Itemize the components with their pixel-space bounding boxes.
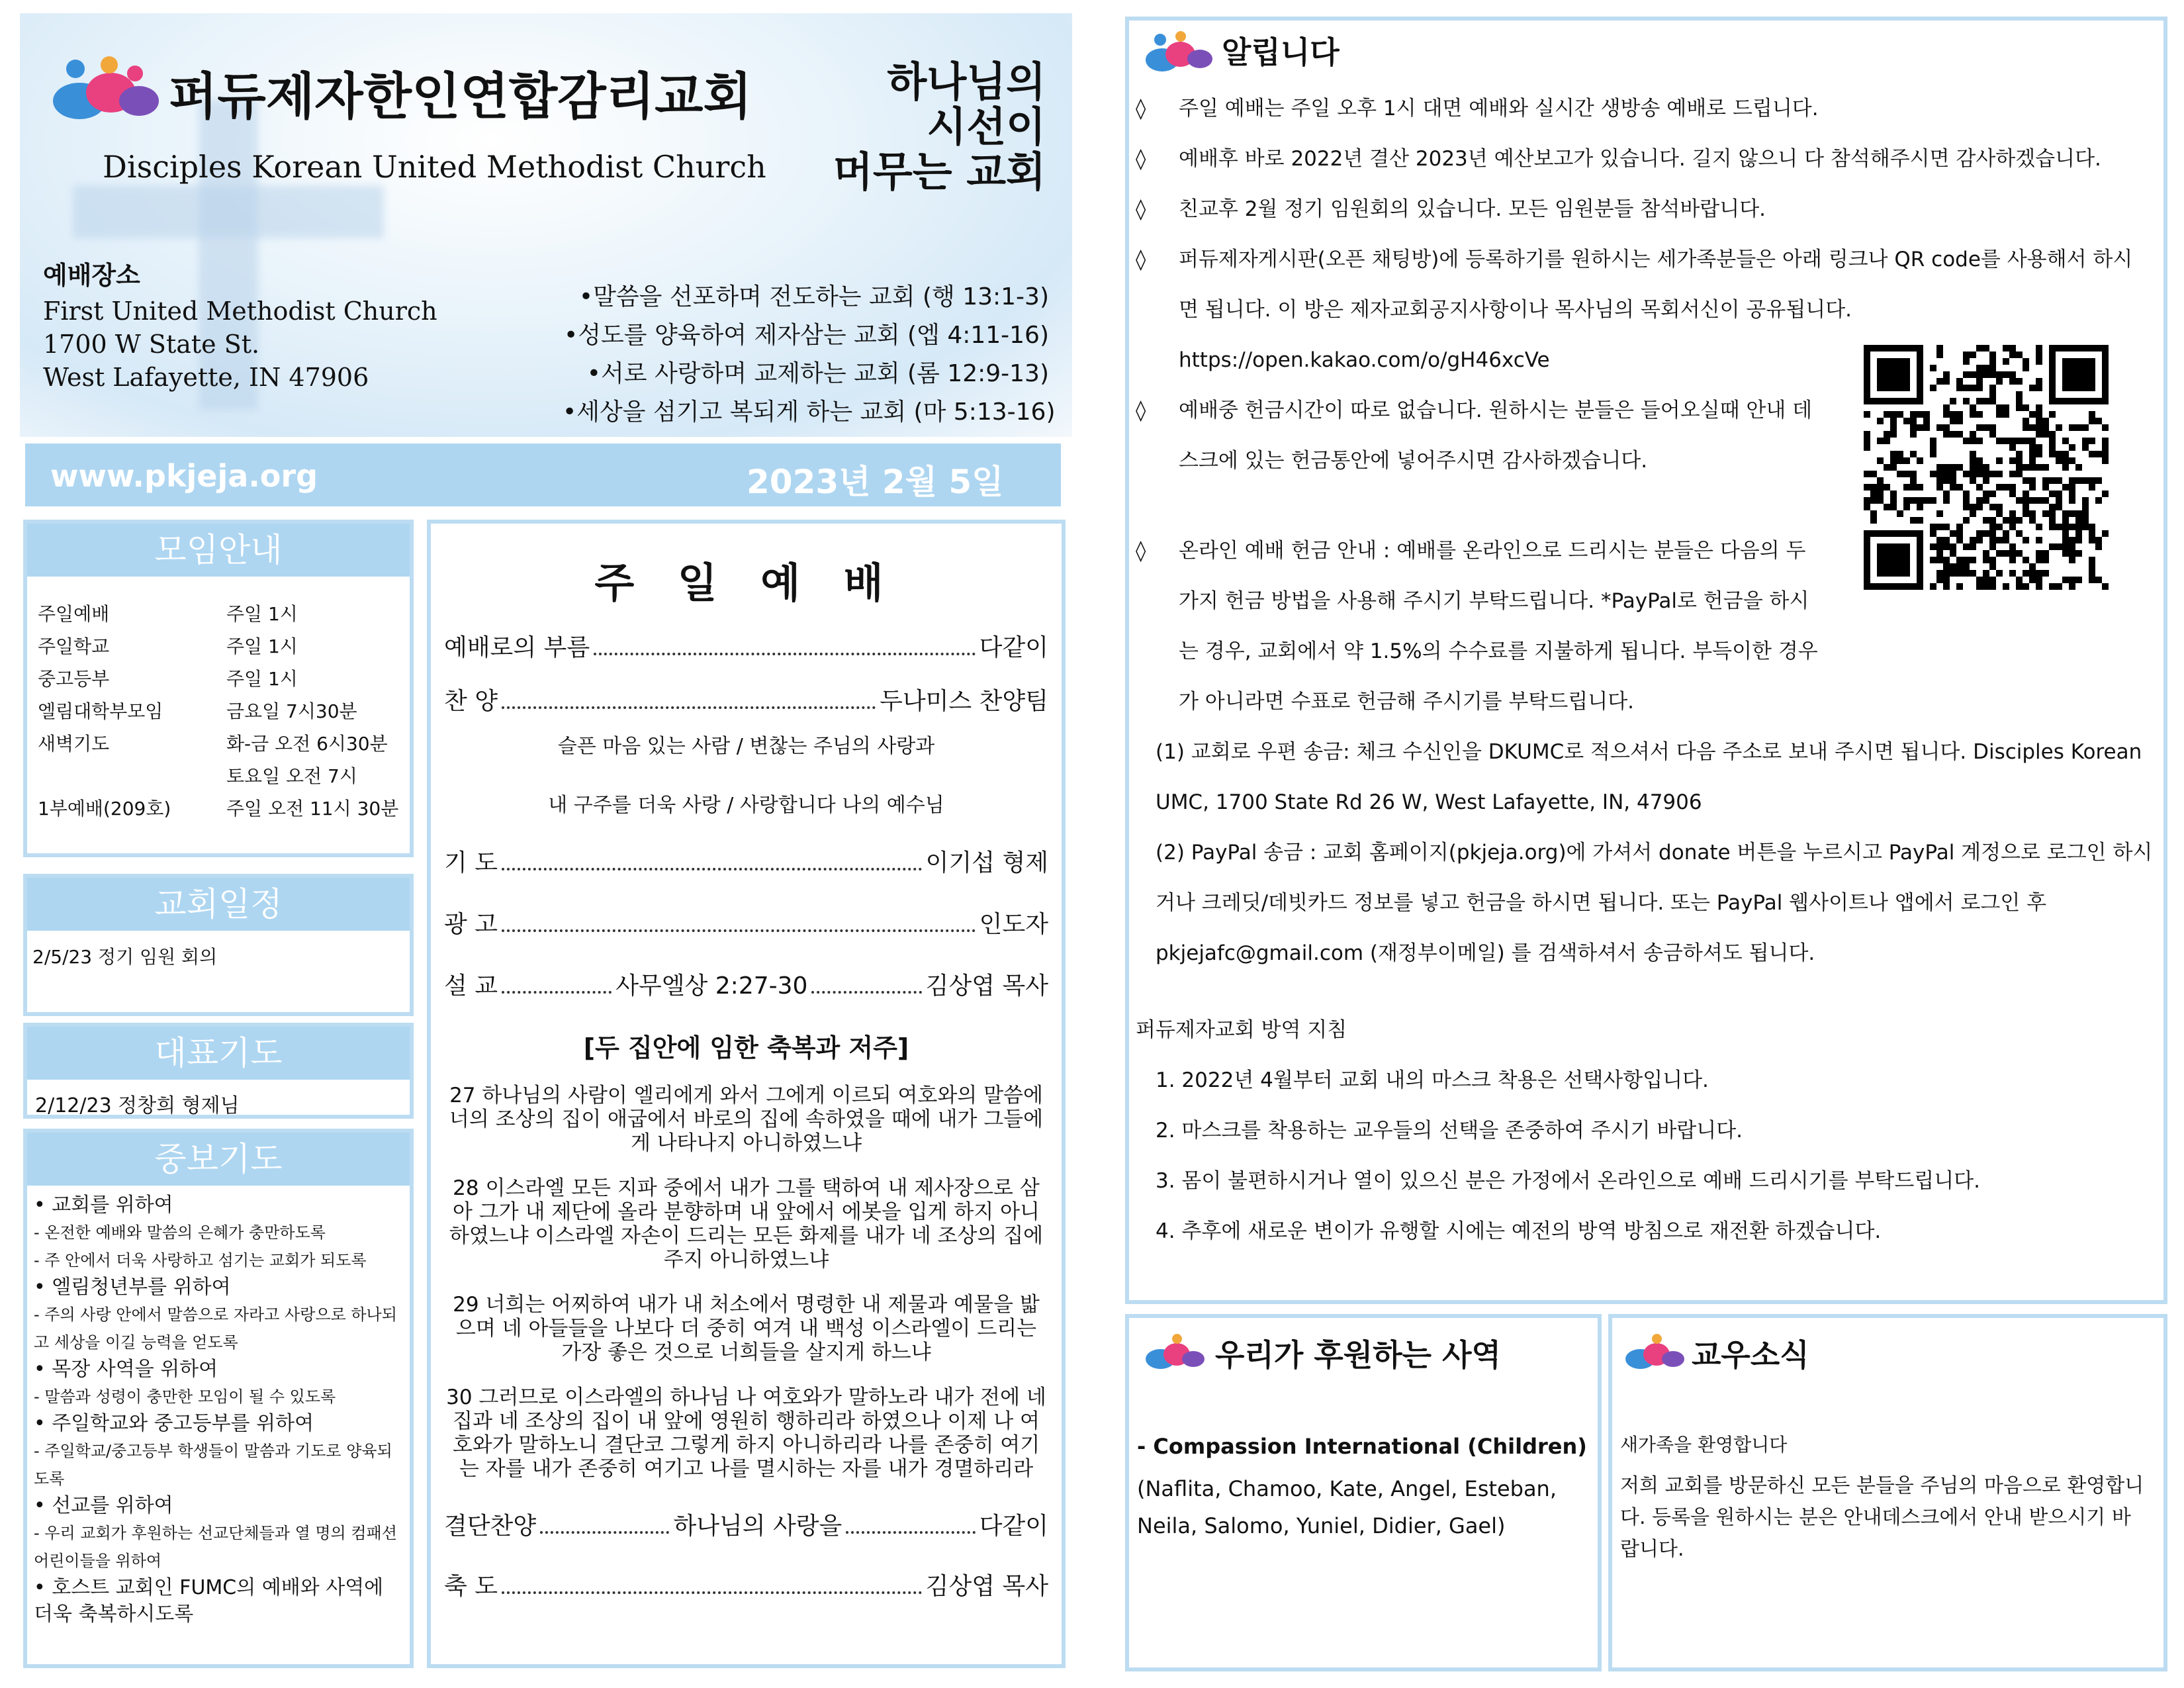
intercession-text: 주일학교와 중고등부를 위하여 xyxy=(52,1412,314,1435)
missions-box xyxy=(1125,1314,1602,1671)
bullet-icon: • xyxy=(34,1494,52,1517)
meeting-name: 새벽기도 xyxy=(38,732,110,755)
rep-prayer-item: 2/12/23 정창희 형제님 xyxy=(35,1094,240,1117)
meeting-time: 주일 1시 xyxy=(226,667,298,690)
meetings-box xyxy=(23,520,414,857)
intercession-text: 엘림청년부를 위하여 xyxy=(52,1276,231,1299)
kakao-link[interactable]: https://open.kakao.com/o/gH46xcVe xyxy=(1179,348,1550,372)
church-logo-icon xyxy=(1622,1333,1688,1372)
notice-text: 친교후 2월 정기 임원회의 있습니다. 모든 임원분들 참석바랍니다. xyxy=(1179,197,1766,221)
intercession-text: 목장 사역을 위하여 xyxy=(52,1358,218,1381)
order-label: 기 도 xyxy=(444,849,498,876)
meeting-row xyxy=(38,629,399,661)
notice-item: ◊ 온라인 예배 헌금 안내 : 예배를 온라인으로 드리시는 분들은 다음의 두 가지 헌금 방법을 사용해 주시기 부탁드립니다. *PayPal로 헌금을 하시는 경우, 교회에서 약 1.5%의 수수료를 지불하게 됩니다. 부득이한 경우가 아니라면 수표로 헌금해 주시기를 부탁드립니다. xyxy=(1136,526,2158,727)
meeting-time: 금요일 7시30분 xyxy=(226,700,357,722)
notice-item: ◊ 예배후 바로 2022년 결산 2023년 예산보고가 있습니다. 길지 않으니 다 참석해주시면 감사하겠습니다. xyxy=(1136,134,2158,184)
website-bar xyxy=(25,444,1061,506)
mission-item: •세상을 섬기고 복되게 하는 교회 (마 5:13-16) xyxy=(563,399,1056,426)
slogan-line: 하나님의 xyxy=(887,58,1046,106)
intercession-bullet xyxy=(34,1575,403,1628)
notice-item: ◊ 주일 예배는 주일 오후 1시 대면 예배와 실시간 생방송 예배로 드립니다. xyxy=(1136,83,2158,134)
meeting-row xyxy=(38,661,399,694)
meeting-name: 주일예배 xyxy=(38,602,110,625)
rep-prayer-title: 대표기도 xyxy=(27,1027,410,1080)
meeting-time: 주일 1시 xyxy=(226,602,298,625)
meeting-name: 주일학교 xyxy=(38,635,110,657)
notice-item: ◊ 예배중 헌금시간이 따로 없습니다. 원하시는 분들은 들어오실때 안내 데스크에 있는 헌금통안에 넣어주시면 감사하겠습니다. xyxy=(1136,385,2158,486)
notice-text: 온라인 예배 헌금 안내 : 예배를 온라인으로 드리시는 분들은 다음의 두 가지 헌금 방법을 사용해 주시기 부탁드립니다. *PayPal로 헌금을 하시는 경우, 교회에서 약 1.5%의 수수료를 지불하게 됩니다. 부득이한 경우가 아니라면 수표로 헌금해 주시기를 부탁드립니다. xyxy=(1179,539,1818,714)
order-announce xyxy=(444,906,1048,939)
worship-box xyxy=(427,520,1066,1668)
mission-item: •서로 사랑하며 교제하는 교회 (롬 12:9-13) xyxy=(586,360,1049,387)
missions-title: 우리가 후원하는 사역 xyxy=(1215,1337,1501,1373)
mission-item: •말씀을 선포하며 전도하는 교회 (행 13:1-3) xyxy=(578,283,1049,310)
meeting-row xyxy=(38,596,399,629)
scripture-verse: 28 이스라엘 모든 지파 중에서 내가 그를 택하여 내 제사장으로 삼아 그가 내 제단에 올라 분향하며 내 앞에서 에봇을 입게 하지 아니하였느냐 이스라엘 자손이 드리는 모든 화제를 내가 네 조상의 집에 주지 아니하였느냐 xyxy=(449,1176,1044,1272)
intercession-text: 교회를 위하여 xyxy=(52,1194,173,1217)
order-hymn xyxy=(444,682,1048,716)
notice-item: ◊ 퍼듀제자게시판(오픈 채팅방)에 등록하기를 원하시는 세가족분들은 아래 링크나 QR code를 사용해서 하시면 됩니다. 이 방은 제자교회공지사항이나 목사님의 목회서신이 공유됩니다. xyxy=(1136,234,2158,335)
notices-box xyxy=(1125,17,2167,1304)
intercession-sub: - 주의 사랑 안에서 말씀으로 자라고 사랑으로 하나되고 세상을 이길 능력을 얻도록 xyxy=(34,1305,397,1352)
church-logo-icon xyxy=(1142,1333,1208,1372)
order-leader: 다같이 xyxy=(979,634,1048,661)
mission-item: •성도를 양육하여 제자삼는 교회 (엡 4:11-16) xyxy=(563,322,1049,349)
church-logo-icon xyxy=(1142,28,1215,75)
order-leader: 김상엽 목사 xyxy=(925,1573,1048,1600)
meeting-row xyxy=(38,759,399,791)
order-label: 예배로의 부름 xyxy=(444,634,590,661)
quarantine-item: 1. 2022년 4월부터 교회 내의 마스크 착용은 선택사항입니다. xyxy=(1156,1068,1709,1092)
offering-method: (2) PayPal 송금 : 교회 홈페이지(pkjeja.org)에 가셔서 donate 버튼을 누르시고 PayPal 계정으로 로그인 하시거나 크레딧/데빗카드 정보를 넣고 헌금을 하시면 됩니다. 또는 PayPal 웹사이트나 앱에서 로그인 후 pkjejafc@gmail.com (재정부이메일) 를 검색하셔서 송금하셔도 됩니다. xyxy=(1156,841,2153,965)
scripture-verse: 30 그러므로 이스라엘의 하나님 나 여호와가 말하노라 내가 전에 네 집과 네 조상의 집이 내 앞에 영원히 행하리라 하였으나 이제 나 여호와가 말하노니 결단코 그렇게 하지 아니하리라 나를 존중히 여기는 자를 내가 존중히 여기고 나를 멸시하는 자를 내가 경멸하리라 xyxy=(446,1385,1046,1481)
meeting-time: 화-금 오전 6시30분 xyxy=(226,732,388,755)
notice-text: 예배중 헌금시간이 따로 없습니다. 원하시는 분들은 들어오실때 안내 데스크에 있는 헌금통안에 넣어주시면 감사하겠습니다. xyxy=(1179,399,1813,473)
notice-text: 주일 예배는 주일 오후 1시 대면 예배와 실시간 생방송 예배로 드립니다. xyxy=(1179,97,1819,120)
qr-code[interactable] xyxy=(1864,345,2109,590)
mission-list xyxy=(563,278,1056,432)
schedule-box xyxy=(23,874,414,1016)
schedule-item: 2/5/23 정기 임원 회의 xyxy=(32,946,218,968)
intercession-sub: - 말씀과 성령이 충만한 모임이 될 수 있도록 xyxy=(34,1387,336,1406)
members-box xyxy=(1608,1314,2167,1671)
order-call xyxy=(444,629,1048,663)
intercession-sub: - 주일학교/중고등부 학생들이 말씀과 기도로 양육되도록 xyxy=(34,1442,392,1488)
notices-title: 알립니다 xyxy=(1222,34,1340,70)
members-subtitle: 새가족을 환영합니다 xyxy=(1620,1434,1788,1456)
missions-heading: - Compassion International (Children) xyxy=(1137,1434,1587,1459)
notice-text: 퍼듀제자게시판(오픈 채팅방)에 등록하기를 원하시는 세가족분들은 아래 링크나 QR code를 사용해서 하시면 됩니다. 이 방은 제자교회공지사항이나 목사님의 목회서신이 공유됩니다. xyxy=(1179,248,2133,322)
meeting-row xyxy=(38,694,399,726)
bullet-icon: • xyxy=(34,1194,52,1217)
meeting-time: 주일 1시 xyxy=(226,635,298,657)
bullet-icon: • xyxy=(34,1358,52,1381)
address-line: First United Methodist Church xyxy=(43,297,437,326)
missions-names: (Naflita, Chamoo, Kate, Angel, Esteban, Neila, Salomo, Yuniel, Didier, Gael) xyxy=(1137,1476,1557,1538)
meeting-time: 토요일 오전 7시 xyxy=(226,765,357,787)
scripture-verse: 27 하나님의 사람이 엘리에게 와서 그에게 이르되 여호와의 말씀에 너의 조상의 집이 애굽에서 바로의 집에 속하였을 때에 내가 그들에게 나타나지 아니하였느냐 xyxy=(449,1084,1044,1155)
slogan-line: 시선이 xyxy=(927,103,1046,152)
order-leader: 두나미스 찬양팀 xyxy=(880,688,1048,715)
quarantine-item: 3. 몸이 불편하시거나 열이 있으신 분은 가정에서 온라인으로 예배 드리시기를 부탁드립니다. xyxy=(1156,1169,1980,1193)
intercession-bullet xyxy=(34,1192,403,1219)
meeting-name: 엘림대학부모임 xyxy=(38,700,163,722)
slogan xyxy=(814,60,1046,195)
order-leader: 김상엽 목사 xyxy=(925,972,1048,1000)
address-line: West Lafayette, IN 47906 xyxy=(43,363,369,392)
sermon-title: [두 집안에 임한 축복과 저주] xyxy=(583,1033,909,1062)
church-name-ko: 퍼듀제자한인연합감리교회 xyxy=(169,67,752,126)
bullet-icon: • xyxy=(34,1576,52,1599)
bullet-icon: • xyxy=(34,1276,52,1299)
closing-hymn-title: 하나님의 사랑을 xyxy=(673,1513,842,1540)
quarantine-item: 2. 마스크를 착용하는 교우들의 선택을 존중하여 주시기 바랍니다. xyxy=(1156,1119,1743,1143)
meeting-time: 주일 오전 11시 30분 xyxy=(226,797,399,820)
notices-list xyxy=(1136,83,2158,1256)
order-closing-hymn xyxy=(444,1507,1048,1541)
scripture-verse: 29 너희는 어찌하여 내가 내 처소에서 명령한 내 제물과 예물을 밟으며 네 아들들을 나보다 더 중히 여겨 내 백성 이스라엘이 드리는 가장 좋은 것으로 너희들을 살지게 하느냐 xyxy=(453,1293,1040,1364)
church-name-en: Disciples Korean United Methodist Church xyxy=(103,149,766,185)
bullet-icon: • xyxy=(34,1412,52,1435)
intercession-bullet xyxy=(34,1493,403,1519)
intercession-text: 선교를 위하여 xyxy=(52,1494,173,1517)
members-text: 저희 교회를 방문하신 모든 분들을 주님의 마음으로 환영합니다. 등록을 원하시는 분은 안내데스크에서 안내 받으시기 바랍니다. xyxy=(1620,1474,2144,1561)
address xyxy=(43,295,437,394)
intercession-sub: - 주 안에서 더욱 사랑하고 섬기는 교회가 되도록 xyxy=(34,1251,367,1270)
intercession-box xyxy=(23,1129,414,1668)
members-title: 교우소식 xyxy=(1692,1337,1809,1373)
song-line: 내 구주를 더욱 사랑 / 사랑합니다 나의 예수님 xyxy=(548,794,944,817)
slogan-line: 머무는 교회 xyxy=(833,148,1046,197)
worship-title: 주 일 예 배 xyxy=(594,559,898,607)
order-leader: 인도자 xyxy=(979,911,1048,938)
meeting-row xyxy=(38,726,399,759)
meeting-name: 중고등부 xyxy=(38,667,110,690)
intercession-sub: - 우리 교회가 후원하는 선교단체들과 열 명의 컴패션 어린이들을 위하여 xyxy=(34,1524,397,1570)
order-leader: 이기섭 형제 xyxy=(925,849,1048,876)
church-logo-icon xyxy=(46,56,159,122)
order-label: 설 교 xyxy=(444,972,498,1000)
order-sermon xyxy=(444,967,1048,1001)
rep-prayer-box xyxy=(23,1023,414,1119)
order-label: 결단찬양 xyxy=(444,1513,537,1540)
address-line: 1700 W State St. xyxy=(43,330,260,359)
cross-background-bar xyxy=(73,185,384,238)
meeting-row xyxy=(38,791,399,823)
place-label: 예배장소 xyxy=(43,261,140,290)
bulletin-date: 2023년 2월 5일 xyxy=(747,463,1004,501)
intercession-bullet xyxy=(34,1411,403,1437)
meeting-name: 1부예배(209호) xyxy=(38,797,171,820)
order-prayer xyxy=(444,844,1048,878)
notice-text: 예배후 바로 2022년 결산 2023년 예산보고가 있습니다. 길지 않으니 다 참석해주시면 감사하겠습니다. xyxy=(1179,147,2101,171)
intercession-title: 중보기도 xyxy=(27,1133,410,1186)
schedule-title: 교회일정 xyxy=(27,878,410,931)
order-label: 광 고 xyxy=(444,911,498,938)
intercession-bullet xyxy=(34,1274,403,1301)
song-line: 슬픈 마음 있는 사람 / 변찮는 주님의 사랑과 xyxy=(557,735,935,758)
meetings-title: 모임안내 xyxy=(27,524,410,577)
order-label: 축 도 xyxy=(444,1573,498,1600)
quarantine-title: 퍼듀제자교회 방역 지침 xyxy=(1136,1018,1347,1042)
sermon-scripture: 사무엘상 2:27-30 xyxy=(615,972,808,1000)
order-benediction xyxy=(444,1568,1048,1601)
order-label: 찬 양 xyxy=(444,688,498,715)
intercession-sub: - 온전한 예배와 말씀의 은혜가 충만하도록 xyxy=(34,1223,326,1242)
order-leader: 다같이 xyxy=(979,1513,1049,1540)
website-link[interactable]: www.pkjeja.org xyxy=(50,458,318,494)
intercession-bullet xyxy=(34,1356,403,1383)
intercession-text: 호스트 교회인 FUMC의 예배와 사역에 더욱 축복하시도록 xyxy=(34,1576,384,1626)
notice-item: ◊ 친교후 2월 정기 임원회의 있습니다. 모든 임원분들 참석바랍니다. xyxy=(1136,184,2158,234)
offering-method: (1) 교회로 우편 송금: 체크 수신인을 DKUMC로 적으셔서 다음 주소로 보내 주시면 됩니다. Disciples Korean UMC, 1700 State Rd 26 W, West Lafayette, IN, 47906 xyxy=(1156,740,2142,814)
quarantine-item: 4. 추후에 새로운 변이가 유행할 시에는 예전의 방역 방침으로 재전환 하겠습니다. xyxy=(1156,1219,1882,1243)
